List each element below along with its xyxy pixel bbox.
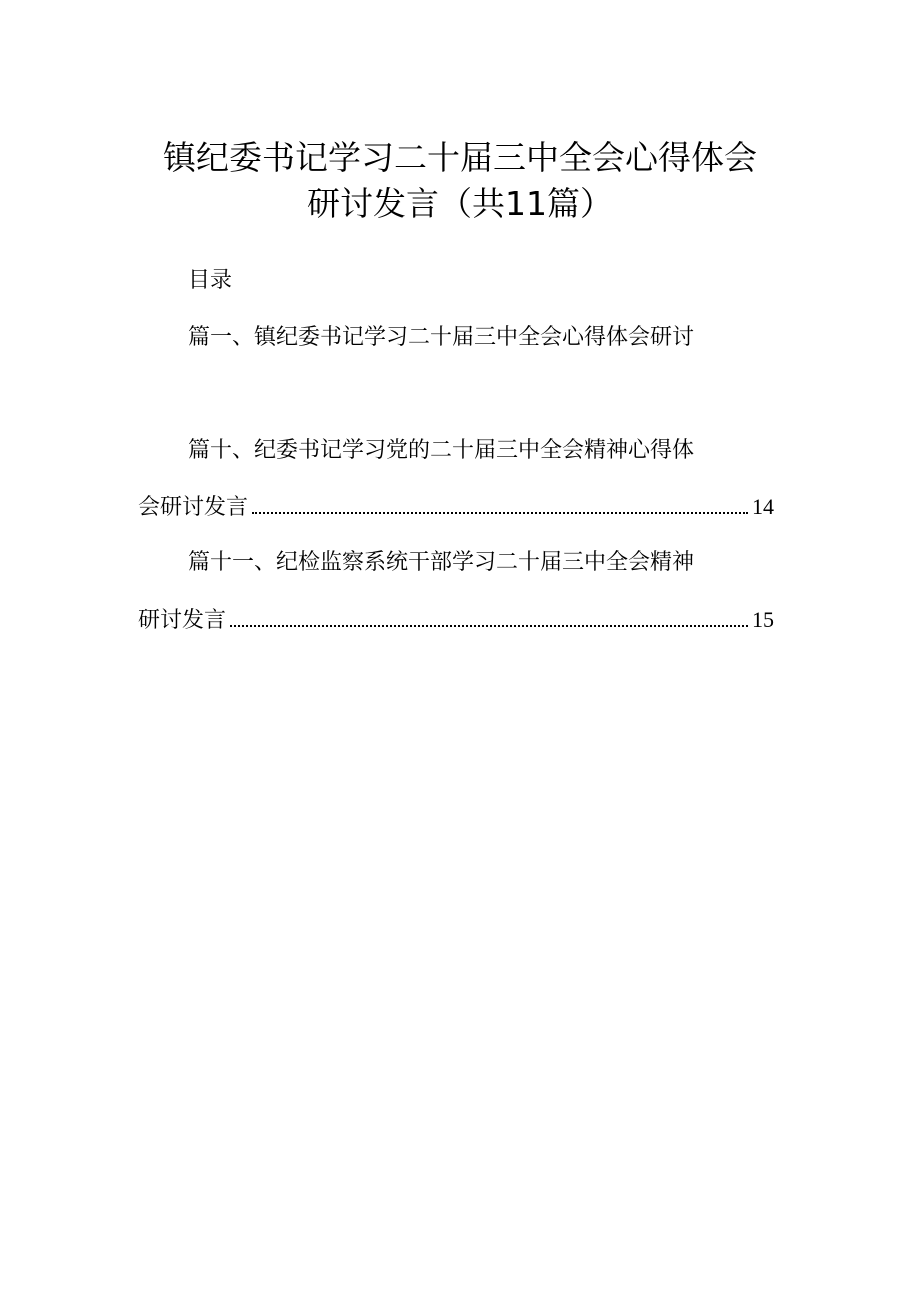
toc-entry-10-text-line-1[interactable]: 篇十、纪委书记学习党的二十届三中全会精神心得体 — [188, 438, 695, 463]
document-title-line-1: 镇纪委书记学习二十届三中全会心得体会 — [163, 138, 757, 177]
toc-entry-11-text-line-2: 研讨发言 — [138, 608, 227, 633]
toc-entry-11-text-line-1[interactable]: 篇十一、纪检监察系统干部学习二十届三中全会精神 — [188, 550, 695, 575]
toc-entry-1-text[interactable]: 篇一、镇纪委书记学习二十届三中全会心得体会研讨 — [188, 325, 695, 350]
toc-dot-leader — [230, 625, 748, 627]
toc-entry-11-row[interactable] — [138, 605, 774, 636]
toc-entry-10-text-line-2: 会研讨发言 — [138, 495, 249, 520]
toc-entry-10-page-number: 14 — [752, 494, 774, 519]
toc-dot-leader — [252, 512, 748, 514]
toc-entry-10-row[interactable] — [138, 492, 774, 523]
toc-heading: 目录 — [188, 268, 233, 293]
document-title-line-2: 研讨发言（共11篇） — [307, 184, 613, 223]
toc-entry-11-page-number: 15 — [752, 607, 774, 632]
